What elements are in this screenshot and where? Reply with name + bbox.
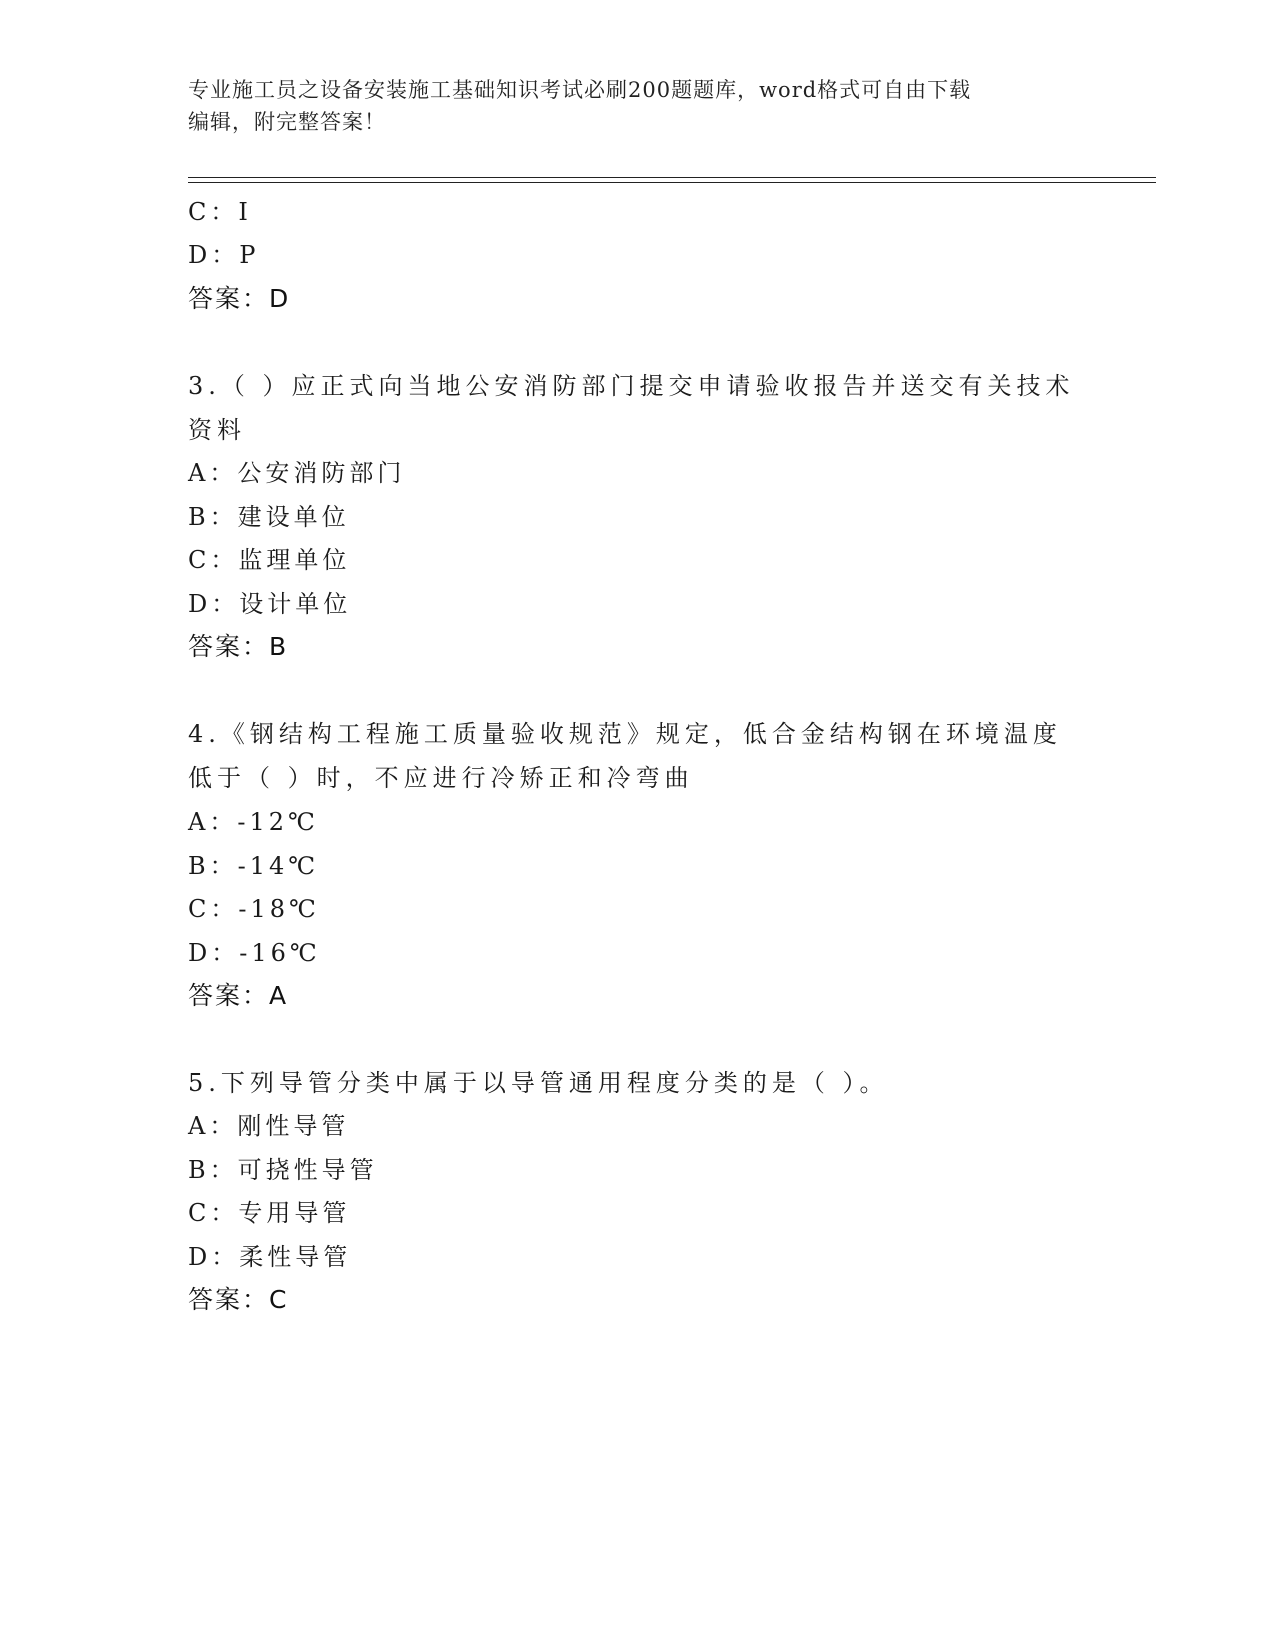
q2-option-c: C：I (188, 198, 252, 226)
q5-answer: 答案：C (188, 1285, 289, 1314)
q2-answer: 答案：D (188, 284, 291, 313)
q4-stem-line-1: 4.《钢结构工程施工质量验收规范》规定，低合金结构钢在环境温度 (188, 720, 1062, 748)
q4-option-c: C：-18℃ (188, 895, 320, 923)
q5-option-b: B：可挠性导管 (188, 1156, 378, 1184)
q5-option-a: A：刚性导管 (188, 1112, 350, 1140)
q5-option-c: C：专用导管 (188, 1199, 351, 1227)
q3-option-b: B：建设单位 (188, 503, 350, 531)
q3-answer: 答案：B (188, 632, 289, 661)
q4-option-a: A：-12℃ (188, 808, 319, 836)
q5-stem-line-1: 5.下列导管分类中属于以导管通用程度分类的是（ ）。 (188, 1069, 889, 1097)
header-line-1: 专业施工员之设备安装施工基础知识考试必刷200题题库，word格式可自由下载 (188, 78, 972, 102)
q3-stem-line-2: 资料 (188, 416, 246, 444)
q4-option-b: B：-14℃ (188, 852, 320, 880)
q3-option-d: D：设计单位 (188, 590, 352, 618)
q3-stem-line-1: 3.（ ）应正式向当地公安消防部门提交申请验收报告并送交有关技术 (188, 372, 1075, 400)
q3-option-c: C：监理单位 (188, 546, 351, 574)
page-header (188, 74, 1068, 138)
header-line-2: 编辑，附完整答案！ (188, 110, 386, 134)
header-divider-top (188, 177, 1156, 178)
header-divider-bottom (188, 182, 1156, 183)
q3-option-a: A：公安消防部门 (188, 459, 406, 487)
q4-answer: 答案：A (188, 981, 289, 1010)
q2-option-d: D：P (188, 241, 260, 269)
q4-option-d: D：-16℃ (188, 939, 321, 967)
q4-stem-line-2: 低于（ ）时，不应进行冷矫正和冷弯曲 (188, 764, 694, 792)
q5-option-d: D：柔性导管 (188, 1243, 352, 1271)
